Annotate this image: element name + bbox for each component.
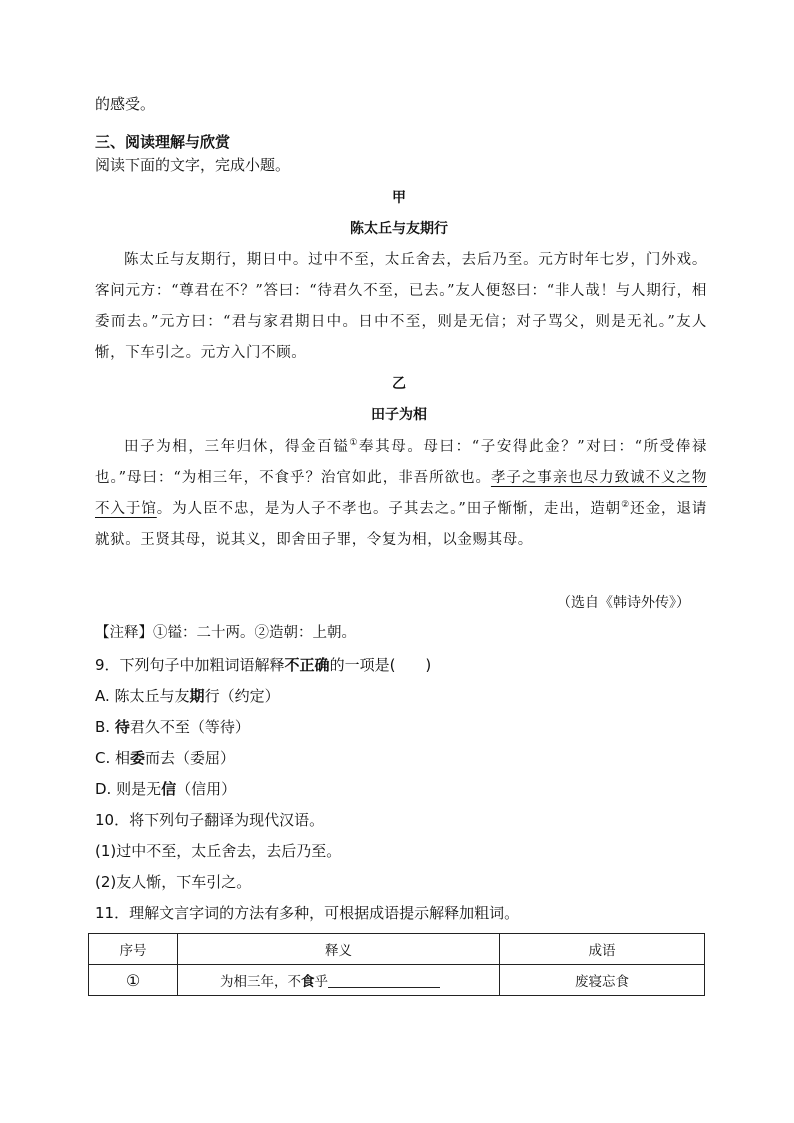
table-row xyxy=(89,965,705,996)
q10-item-1: (1)过中不至，太丘舍去，去后乃至。 xyxy=(95,842,342,860)
underlined-sentence: 孝子之事亲也尽力致诚不义之物不入于馆 xyxy=(95,470,707,517)
passage-b-title: 田子为相 xyxy=(371,407,427,423)
row-idiom: 废寝忘食 xyxy=(500,965,705,996)
table-header-row xyxy=(89,934,705,965)
answer-blank[interactable] xyxy=(328,973,440,988)
passage-a-text: 陈太丘与友期行，期日中。过中不至，太丘舍去，去后乃至。元方时年七岁，门外戏。客问元方：“尊君在不？”答曰：“待君久不至，已去。”友人便怒曰：“非人哉！与人期行，相委而去。”元方曰：“君与家君期日中。日中不至，则是无信；对子骂父，则是无礼。”友人惭，下车引之。元方入门不顾。 xyxy=(95,252,707,361)
section-heading: 三、阅读理解与欣赏 xyxy=(95,133,231,151)
row-meaning: 为相三年，不食乎 xyxy=(178,965,500,996)
header-number: 序号 xyxy=(89,934,178,965)
q10-stem: 10．将下列句子翻译为现代汉语。 xyxy=(95,811,325,829)
passage-b-text xyxy=(95,432,707,556)
passage-a-title: 陈太丘与友期行 xyxy=(350,221,448,237)
q9-suffix: 的一项是( ) xyxy=(329,656,432,674)
note-mark-2: ② xyxy=(621,500,631,511)
passage-b-text-4: 还金，退请就狱。王贤其母，说其义，即舍田子罪，令复为相，以金赐其母。 xyxy=(95,501,707,548)
instruction: 阅读下面的文字，完成小题。 xyxy=(95,156,291,174)
note-mark-1: ① xyxy=(349,438,360,449)
passage-b-text-2: 奉其母。母曰：“子安得此金？”对曰：“所受俸禄也。”母曰：“为相三年，不食乎？治官如此，非吾所欲也。 xyxy=(95,439,707,486)
passage-b-text-1: 田子为相，三年归休，得金百镒 xyxy=(124,439,350,455)
q9-prefix: 9．下列句子中加粗词语解释 xyxy=(95,656,285,674)
q9-option-d: D. 则是无信（信用） xyxy=(95,780,237,798)
passage-a-label: 甲 xyxy=(392,190,406,206)
header-meaning: 释义 xyxy=(178,934,500,965)
q11-table xyxy=(88,933,705,996)
q11-stem: 11．理解文言字词的方法有多种，可根据成语提示解释加粗词。 xyxy=(95,904,520,922)
q10-item-2: (2)友人惭，下车引之。 xyxy=(95,873,252,891)
q9-option-c: C. 相委而去（委屈） xyxy=(95,749,236,767)
passage-b-text-3: 。为人臣不忠，是为人子不孝也。子其去之。”田子惭惭，走出，造朝 xyxy=(156,501,622,517)
q9-emphasis: 不正确 xyxy=(284,656,330,674)
row-number: ① xyxy=(89,965,178,996)
header-idiom: 成语 xyxy=(500,934,705,965)
q9-option-b: B. 待君久不至（等待） xyxy=(95,718,250,736)
notes: 【注释】①镒：二十两。②造朝：上朝。 xyxy=(95,625,356,641)
source-citation: （选自《韩诗外传》） xyxy=(557,595,690,611)
q9-stem xyxy=(95,655,431,675)
passage-b-label: 乙 xyxy=(392,376,406,392)
top-fragment: 的感受。 xyxy=(95,95,156,113)
q9-option-a: A. 陈太丘与友期行（约定） xyxy=(95,687,280,705)
